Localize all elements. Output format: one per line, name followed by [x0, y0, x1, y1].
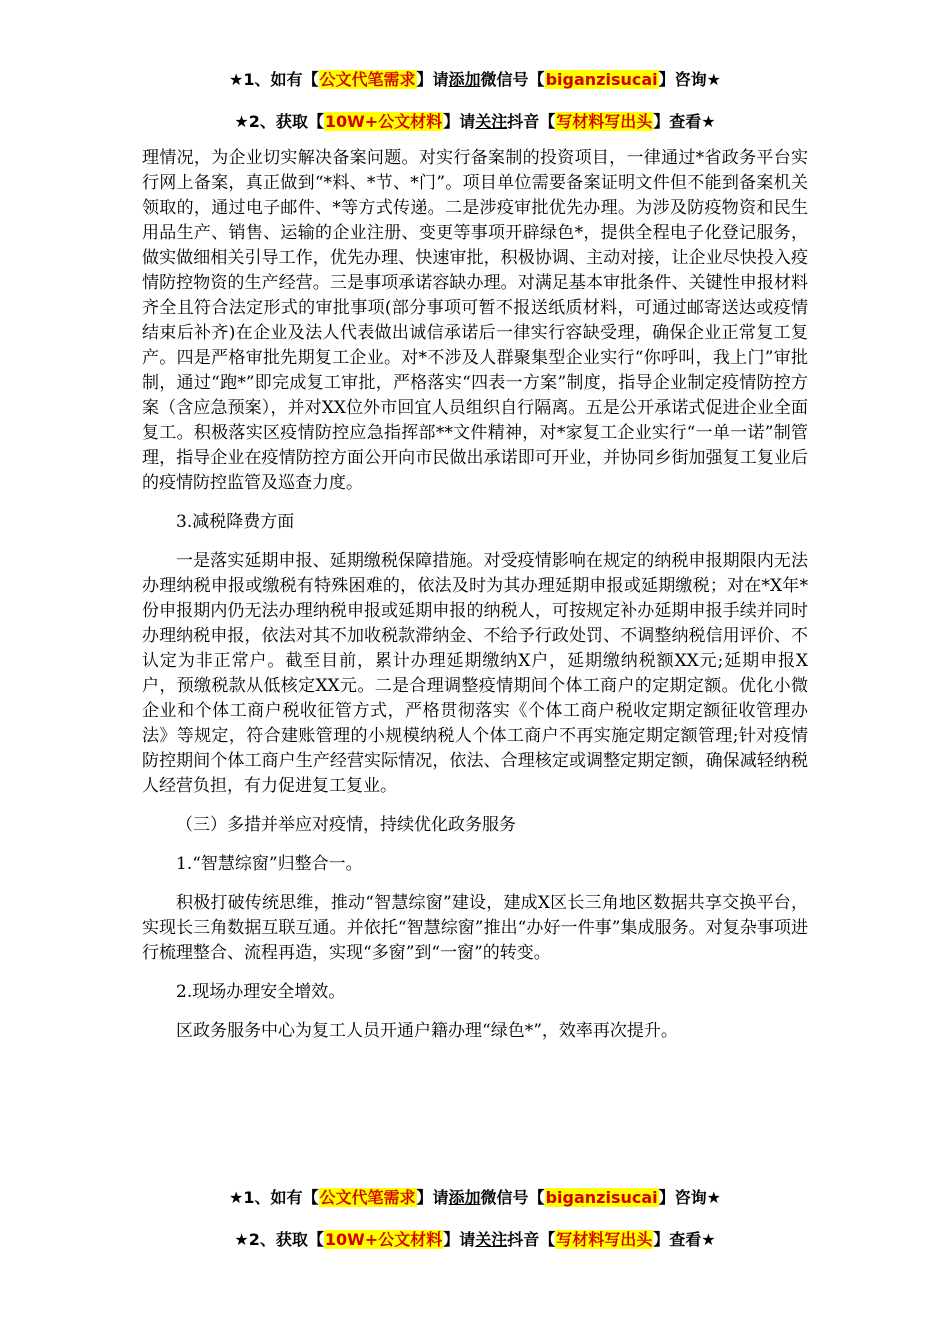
banner-highlight: 10W+公文材料: [324, 1230, 443, 1249]
banner-highlight: 10W+公文材料: [324, 112, 443, 131]
banner-underlined-text: 添加: [448, 1188, 481, 1207]
banner-highlight: biganzisucai: [545, 1188, 658, 1207]
banner-underlined-text: 添加: [448, 70, 481, 89]
heading-onsite-service: 2.现场办理安全增效。: [176, 982, 346, 1002]
banner-highlight: 公文代笔需求: [319, 70, 416, 89]
banner-highlight: biganzisucai: [545, 70, 658, 89]
bottom-banner-line-1: [0, 1187, 950, 1209]
paragraph-approval-measures: 理情况，为企业切实解决备案问题。对实行备案制的投资项目，一律通过*省政务平台实行网上备案，真正做到“*料、*节、*门”。项目单位需要备案证明文件但不能到备案机关领取的，通过电子邮件、*等方式传递。二是涉疫审批优先办理。为涉及防疫物资和民生用品生产、销售、运输的企业注册、变更等事项开辟绿色*，提供全程电子化登记服务，做实做细相关引导工作，优先办理、快速审批，积极协调、主动对接，让企业尽快投入疫情防控物资的生产经营。三是事项承诺容缺办理。对满足基本审批条件、关键性申报材料齐全且符合法定形式的审批事项(部分事项可暂不报送纸质材料，可通过邮寄送达或疫情结束后补齐)在企业及法人代表做出诚信承诺后一律实行容缺受理，确保企业正常复工复产。四是严格审批先期复工企业。对*不涉及人群聚集型企业实行“你呼叫，我上门”审批制，通过“跑*”即完成复工审批，严格落实“四表一方案”制度，指导企业制定疫情防控方案（含应急预案），并对XX位外市回宜人员组织自行隔离。五是公开承诺式促进企业全面复工。积极落实区疫情防控应急指挥部**文件精神，对*家复工企业实行“一单一诺”制管理，指导企业在疫情防控方面公开向市民做出承诺即可开业，并协同乡街加强复工复业后的疫情防控监管及巡查力度。: [142, 148, 808, 493]
document-body: [142, 146, 808, 1044]
heading-tax-reduction: 3.减税降费方面: [176, 512, 295, 532]
top-banner-line-1: [0, 69, 950, 91]
banner-text: 】请: [416, 1188, 449, 1207]
banner-underlined-text: 关注: [475, 1230, 508, 1249]
banner-text: 抖音【: [507, 112, 556, 131]
banner-text: ★2、获取【: [234, 1230, 324, 1249]
paragraph-smart-window: 积极打破传统思维，推动“智慧综窗”建设，建成X区长三角地区数据共享交换平台，实现长三角数据互联互通。并依托“智慧综窗”推出“办好一件事”集成服务。对复杂事项进行梳理整合、流程再造，实现“多窗”到“一窗”的转变。: [142, 893, 808, 963]
banner-text: 】查看★: [653, 112, 716, 131]
banner-text: 抖音【: [507, 1230, 556, 1249]
banner-highlight: 写材料写出头: [556, 112, 653, 131]
banner-highlight: 写材料写出头: [556, 1230, 653, 1249]
banner-text: 】查看★: [653, 1230, 716, 1249]
banner-text: ★1、如有【: [229, 70, 319, 89]
banner-text: 】咨询★: [658, 1188, 721, 1207]
bottom-banner-line-2: [0, 1229, 950, 1251]
banner-text: 】请: [443, 1230, 476, 1249]
banner-text: ★1、如有【: [229, 1188, 319, 1207]
banner-text: 】请: [416, 70, 449, 89]
top-banner-line-2: [0, 111, 950, 133]
banner-text: 】请: [443, 112, 476, 131]
banner-text: ★2、获取【: [234, 112, 324, 131]
banner-text: 微信号【: [480, 70, 545, 89]
banner-text: 】咨询★: [658, 70, 721, 89]
heading-section-three: （三）多措并举应对疫情，持续优化政务服务: [176, 815, 516, 835]
banner-underlined-text: 关注: [475, 112, 508, 131]
paragraph-onsite-service: 区政务服务中心为复工人员开通户籍办理“绿色*”，效率再次提升。: [176, 1021, 678, 1041]
banner-highlight: 公文代笔需求: [319, 1188, 416, 1207]
heading-smart-window: 1.“智慧综窗”归整合一。: [176, 854, 363, 874]
banner-text: 微信号【: [480, 1188, 545, 1207]
paragraph-tax-measures: 一是落实延期申报、延期缴税保障措施。对受疫情影响在规定的纳税申报期限内无法办理纳税申报或缴税有特殊困难的，依法及时为其办理延期申报或延期缴税；对在*X年*份申报期内仍无法办理纳税申报或延期申报的纳税人，可按规定补办延期申报手续并同时办理纳税申报，依法对其不加收税款滞纳金、不给予行政处罚、不调整纳税信用评价、不认定为非正常户。截至目前，累计办理延期缴纳X户，延期缴纳税额XX元;延期申报X户，预缴税款从低核定XX元。二是合理调整疫情期间个体工商户的定期定额。优化小微企业和个体工商户税收征管方式，严格贯彻落实《个体工商户税收定期定额征收管理办法》等规定，符合建账管理的小规模纳税人个体工商户不再实施定期定额管理;针对疫情防控期间个体工商户生产经营实际情况，依法、合理核定或调整定期定额，确保减轻纳税人经营负担，有力促进复工复业。: [142, 551, 808, 796]
